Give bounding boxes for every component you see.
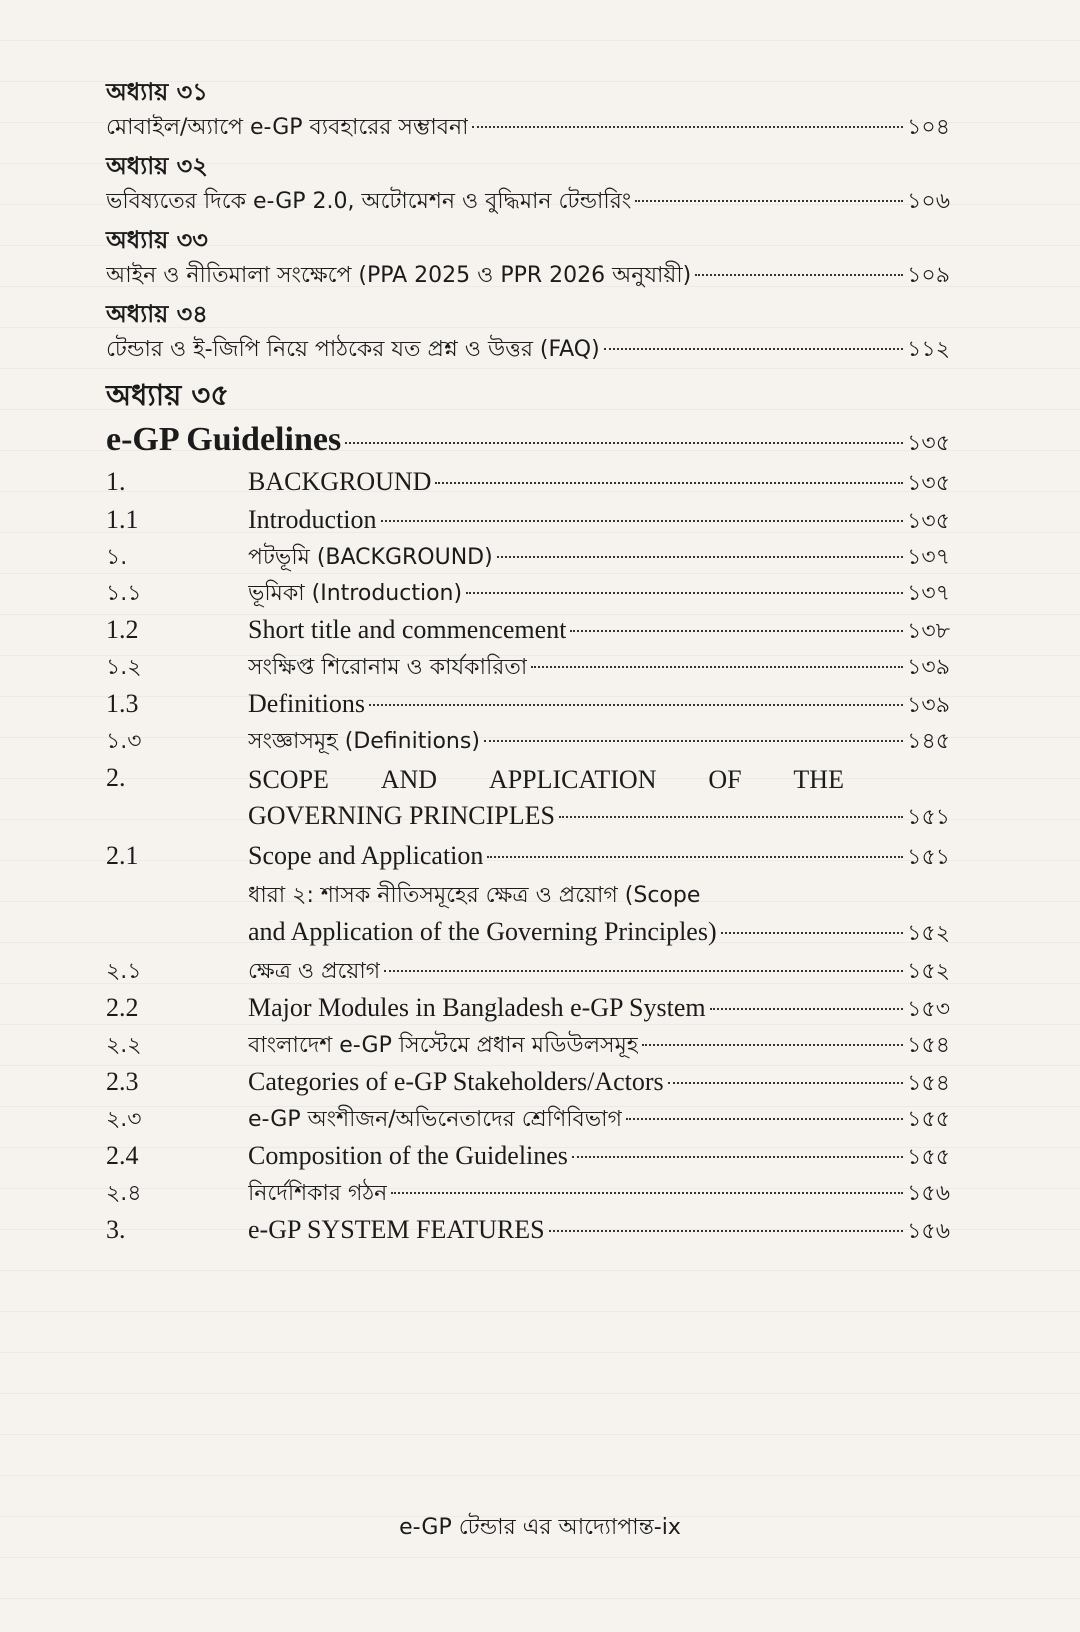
toc-entry-title: e-GP SYSTEM FEATURES [248,1215,545,1244]
toc-section-3 [106,956,950,1248]
toc-section-2 [106,840,950,874]
toc-entry-title: পটভূমি (BACKGROUND) [248,545,493,570]
toc-entry-title: ক্ষেত্র ও প্রয়োগ [248,959,381,984]
toc-entry-title: টেন্ডার ও ই-জিপি নিয়ে পাঠকের যত প্রশ্ন ও উত্তর (FAQ) [106,337,600,362]
toc-entry-number: 2.1 [106,841,139,870]
table-of-contents [106,70,950,1252]
toc-entry-number: ২.৪ [106,1181,142,1206]
toc-entry-page: ১৫৬ [907,1181,950,1206]
toc-entry [106,1140,950,1174]
toc-entry [106,542,950,574]
toc-entry-number: 3. [106,1215,126,1244]
toc-leader-dots [635,200,903,202]
toc-entry-title: BACKGROUND [248,467,432,496]
toc-leader-dots [668,1082,904,1084]
toc-entry [106,956,950,988]
toc-leader-dots [497,556,903,558]
toc-entry [106,1030,950,1062]
toc-entry-number: ২.২ [106,1033,142,1058]
chapter-heading: অধ্যায় ৩১ [106,78,208,106]
toc-entry-title: আইন ও নীতিমালা সংক্ষেপে (PPA 2025 ও PPR 2026 অনুযায়ী) [106,263,692,288]
toc-entry-title: Short title and commencement [248,615,567,644]
page-footer: e-GP টেন্ডার এর আদ্যোপান্ত-ix [399,1515,681,1540]
toc-leader-dots [384,970,903,972]
toc-leader-dots [626,1118,903,1120]
toc-entry-title: Scope and Application [248,841,484,870]
chapter-heading: অধ্যায় ৩২ [106,152,208,180]
toc-leader-dots [381,520,904,522]
toc-entry-wrapped-title [248,762,950,836]
toc-entry-title: Introduction [248,505,377,534]
toc-entry-number: ১.২ [106,655,142,680]
toc-entry-title: Definitions [248,689,365,718]
toc-entry-page: ১০৪ [907,115,950,140]
toc-entry [106,1104,950,1136]
toc-leader-dots [710,1008,904,1010]
chapter-heading: অধ্যায় ৩৩ [106,226,208,254]
toc-leader-dots [391,1192,903,1194]
toc-leader-dots [572,1156,903,1158]
toc-entry-page: ১০৬ [907,189,950,214]
toc-leader-dots [531,666,903,668]
toc-leader-dots [604,348,903,350]
toc-entry [106,992,950,1026]
toc-leader-dots [484,740,903,742]
toc-entry-title-line1: ধারা ২: শাসক নীতিসমূহের ক্ষেত্র ও প্রয়োগ (Scope [248,883,701,908]
toc-entry-title-word: SCOPE [248,765,329,794]
toc-entry-number: 1.3 [106,689,139,718]
toc-entry-number: ১.৩ [106,729,142,754]
toc-entry [106,578,950,610]
toc-entry [106,652,950,684]
toc-leader-dots [570,630,903,632]
toc-entry-page: ১৪৫ [907,729,950,754]
toc-entry-title: সংজ্ঞাসমূহ (Definitions) [248,729,480,754]
toc-entry-title-line1 [248,762,844,798]
toc-entry [106,112,950,144]
toc-entry-page: ১৫২ [907,921,950,946]
toc-entry-title-word: AND [380,765,438,794]
toc-entry-governing-bn [106,878,950,952]
toc-entry-number: 2.4 [106,1141,139,1170]
toc-entry-title-word: APPLICATION [488,765,657,794]
toc-entry-title: Categories of e-GP Stakeholders/Actors [248,1067,664,1096]
toc-entry-number: 1.2 [106,615,139,644]
toc-entry-page: ১১২ [907,337,950,362]
toc-entry-number: 1. [106,467,126,496]
toc-entry-number: ২.৩ [106,1107,142,1132]
toc-entry-title: GOVERNING PRINCIPLES [248,801,555,830]
toc-entry-page: ১৫২ [907,959,950,984]
toc-entry-page: ১৩৮ [907,619,950,644]
toc-entry-page: ১৩৫ [907,431,950,456]
toc-entry-title: and Application of the Governing Principles) [248,917,717,946]
toc-leader-dots [559,816,903,818]
toc-entry-title: মোবাইল/অ্যাপে e-GP ব্যবহারের সম্ভাবনা [106,115,469,140]
toc-entry [106,688,950,722]
toc-entry-page: ১৫১ [907,805,950,830]
toc-leader-dots [642,1044,903,1046]
toc-entry-page: ১৫৫ [907,1145,950,1170]
section-title-entry [106,418,950,462]
toc-entry [106,334,950,366]
toc-entry-page: ১৩৭ [907,545,950,570]
toc-entry-title-word: OF [708,765,742,794]
toc-leader-dots [472,126,903,128]
chapter-heading: অধ্যায় ৩৫ [106,378,230,412]
toc-entry-page: ১৫৬ [907,1219,950,1244]
toc-leader-dots [345,442,903,444]
toc-entry-page: ১০৯ [907,263,950,288]
toc-entry-title-word: THE [793,765,844,794]
toc-entry-title: ভবিষ্যতের দিকে e-GP 2.0, অটোমেশন ও বুদ্ধিমান টেন্ডারিং [106,189,632,214]
toc-entry [106,1214,950,1248]
toc-entry-page: ১৩৫ [907,471,950,496]
toc-entry-number: 2. [106,763,126,792]
toc-leader-dots [695,274,903,276]
toc-entry-page: ১৩৯ [907,655,950,680]
toc-entry-title: সংক্ষিপ্ত শিরোনাম ও কার্যকারিতা [248,655,528,680]
toc-leader-dots [435,482,903,484]
toc-entry-title: e-GP Guidelines [106,421,342,458]
toc-entry-title-line2 [248,798,950,836]
toc-entry [106,504,950,538]
chapter-heading: অধ্যায় ৩৪ [106,300,208,328]
toc-entry-title-line2 [248,914,950,952]
toc-leader-dots [487,856,903,858]
toc-entry [106,260,950,292]
toc-entry-number: ১.১ [106,581,142,606]
toc-entry [106,466,950,500]
toc-entry-page: ১৫৪ [907,1071,950,1096]
toc-entry-page: ১৩৯ [907,693,950,718]
toc-entry-title: e-GP অংশীজন/অভিনেতাদের শ্রেণিবিভাগ [248,1107,622,1132]
toc-leader-dots [466,592,903,594]
toc-leader-dots [369,704,903,706]
toc-entry-page: ১৩৭ [907,581,950,606]
toc-entry [106,614,950,648]
toc-entry-page: ১৩৫ [907,509,950,534]
toc-entry-wrapped-title [248,878,950,952]
toc-entry-page: ১৫৫ [907,1107,950,1132]
toc-entry-title: Major Modules in Bangladesh e-GP System [248,993,706,1022]
toc-entry [106,726,950,758]
toc-entry-page: ১৫১ [907,845,950,870]
toc-entry-scope [106,762,950,836]
toc-leader-dots [549,1230,904,1232]
toc-entry-title: বাংলাদেশ e-GP সিস্টেমে প্রধান মডিউলসমূহ [248,1033,639,1058]
toc-entry [106,840,950,874]
toc-entry [106,186,950,218]
toc-entry-number: ১. [106,545,128,570]
toc-entry [106,1178,950,1210]
toc-entry-number: ২.১ [106,959,142,984]
toc-leader-dots [721,932,904,934]
toc-entry-title: নির্দেশিকার গঠন [248,1181,388,1206]
toc-entry-title: ভূমিকা (Introduction) [248,581,463,606]
toc-entry-page: ১৫৩ [907,997,950,1022]
toc-entry-page: ১৫৪ [907,1033,950,1058]
toc-entry-number: 1.1 [106,505,139,534]
toc-entry [106,1066,950,1100]
toc-entry-title: Composition of the Guidelines [248,1141,568,1170]
toc-entry-number: 2.2 [106,993,139,1022]
toc-entry-number: 2.3 [106,1067,139,1096]
toc-section-1 [106,76,950,758]
